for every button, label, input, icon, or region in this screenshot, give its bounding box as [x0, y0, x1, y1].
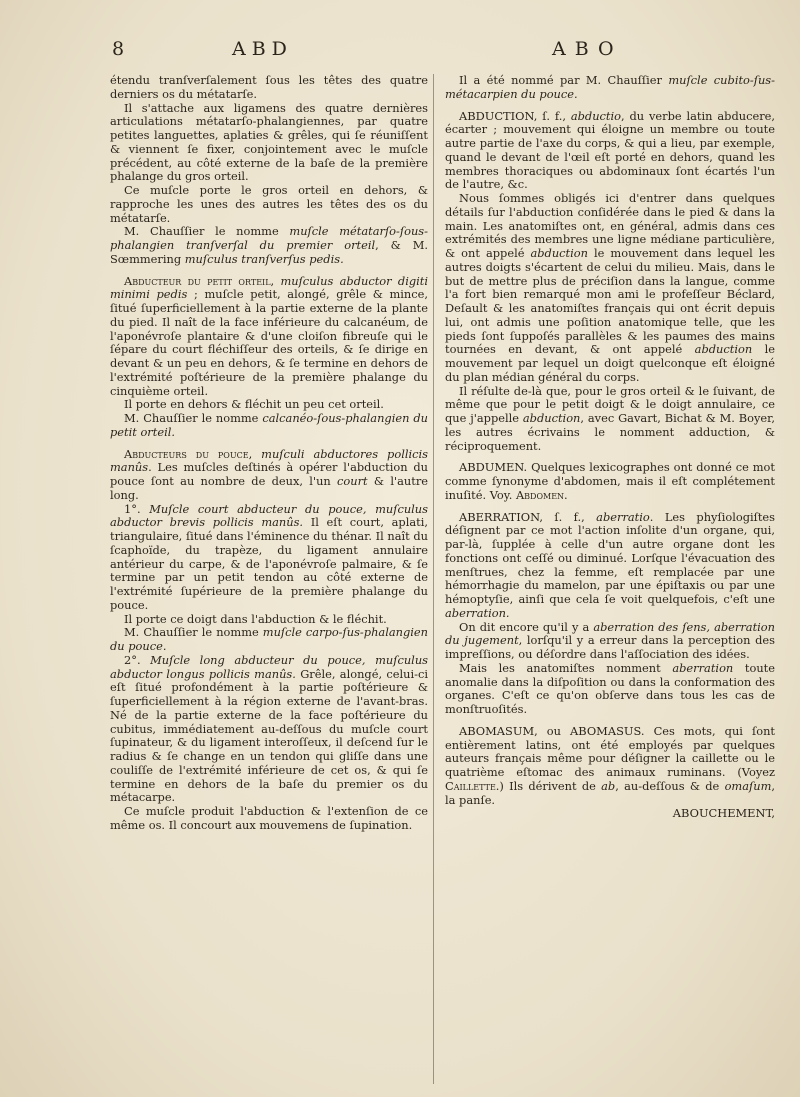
latin-term: muſculi abductores pollicis manûs [110, 446, 428, 475]
entry-text: ; muſcle petit, alongé, grêle & mince, ſitué ſuperficiellement à la partie externe de la plante du pied. Il naît de la face inférieure du calcanéum, de l'aponévroſe plantaire & d'une cloiſon fibreuſe qui le ſépare du court fléchiſſeur des orteils, & ſe dirige en devant & un peu en dehors, & ſe termine en dehors de l'extrémité poſtérieure de la première phalange du cinquième orteil. [110, 287, 428, 398]
catchword: ABOUCHEMENT, [672, 806, 775, 821]
text-run: Il a été nommé par M. Chauſſier [459, 73, 669, 87]
entry-abduction [445, 110, 775, 193]
latin-term: abduction [694, 342, 753, 357]
text-run: le mouvement par lequel un doigt quelconque eſt éloigné du plan médian général du corps. [445, 342, 775, 384]
entry [110, 448, 428, 503]
entry-head: ABDUMEN. [459, 460, 532, 475]
cross-reference[interactable]: Caillette [445, 778, 496, 793]
text-run: , au-deſſous & de [615, 778, 725, 793]
paragraph [445, 621, 775, 662]
latin-term: , aberration du jugement [445, 619, 775, 648]
text-run: M. Chauſſier le nomme [124, 625, 263, 640]
text-run: M. Chauſſier le nomme [124, 411, 263, 425]
latin-term: muſculus abductor digiti minimi pedis [110, 273, 428, 302]
text-run: , & M. Sœmmering [110, 238, 428, 266]
paragraph [445, 74, 775, 102]
page-number: 8 [112, 38, 131, 60]
text-run: toute anomalie dans la diſpoſition ou dans la conformation des organes. C'eſt ce qu'on obſerve dans tous les cas de monſtruoſités. [445, 660, 775, 716]
paragraph [445, 192, 775, 385]
paragraph [110, 626, 428, 654]
cross-reference[interactable]: Abdomen. [515, 487, 568, 502]
entry-aberration [445, 511, 775, 621]
entry-text: . Les phyſiologiſtes déſignent par ce mot l'action inſolite d'un organe, qui, par-là, ſupplée à celle d'un autre organe dont les fonctions ont ceſſé ou diminué. Lorſque l'évacuation des menſtrues, chez la femme, eſt remplacée par une hémorrhagie du mamelon, par une épiſtaxis ou par une hémoptyſie, ainſi que cela ſe voit quelquefois, c'eſt une [445, 509, 776, 606]
latin-term: aberration. [445, 605, 510, 620]
latin-term: court [337, 474, 368, 488]
paragraph: Ce muſcle produit l'abduction & l'extenſion de ce même os. Il concourt aux mouvemens de ſupination. [110, 804, 428, 832]
entry-head: ABDUCTION, ſ. f., [459, 108, 571, 123]
column-rule [433, 74, 434, 1084]
running-head-right: ABO [552, 38, 623, 60]
text-run: Il eſt court, aplati, triangulaire, ſitué dans l'éminence du thénar. Il naît du ſcaphoïde, du trapèze, du ligament annulaire antérieur du carpe, & de l'aponévroſe palmaire, & ſe termine par un petit tendon au côté externe de l'extrémité ſupérieure de la première phalange du pouce. [110, 515, 428, 612]
text-run: & l'autre long. [110, 474, 428, 502]
text-run: Nous ſommes obligés ici d'entrer dans quelques détails ſur l'abduction conſidérée dans le pied & dans la main. Les anatomiſtes ont, en général, admis dans ces extrémités des membres une ligne médiane particulière, & ont appelé [445, 191, 775, 260]
latin-term: Muſcle court abducteur du pouce, muſculus abductor brevis pollicis manûs. [110, 501, 428, 530]
latin-term: muſcle cubito-ſus-métacarpien du pouce. [445, 73, 775, 101]
entry-head: Abducteur du petit orteil, [124, 273, 281, 288]
entry-abomasum [445, 725, 775, 808]
left-column [110, 74, 428, 833]
text-run: Mais les anatomiſtes nomment [459, 660, 673, 675]
paragraph [445, 385, 775, 454]
paragraph: Ce muſcle porte le gros orteil en dehors, & rapproche les unes des autres les têtes des os du métatarſe. [110, 183, 428, 225]
entry-head: ABOMASUM, ou ABOMASUS. [459, 723, 654, 738]
paragraph: étendu tranſverſalement ſous les têtes des quatre derniers os du métatarſe. [110, 73, 428, 101]
latin-term: aberratio [596, 509, 650, 524]
paragraph [110, 412, 428, 440]
latin-term: muſculus tranſverſus pedis. [184, 251, 344, 266]
text-run: M. Chauſſier le nomme [124, 224, 290, 239]
text-run: , avec Gavart, Bichat & M. Boyer, les autres écrivains le nomment adduction, & réciproquement. [445, 411, 775, 453]
paragraph: Il porte en dehors & fléchit un peu cet orteil. [124, 397, 384, 412]
text-run: le mouvement dans lequel les autres doigts s'écartent de celui du milieu. Mais, dans le but de mettre plus de préciſion dans la langue, comme l'a fort bien remarqué mon ami le profeſſeur Béclard, Deſault & les anatomiſtes français qui ont écrit depuis lui, ont admis une poſition anatomique telle, que les pieds ſont ſuppoſés parallèles & les paumes des mains tournées en devant, & ont appelé [445, 246, 775, 357]
latin-term: muſcle carpo-ſus-phalangien du pouce. [110, 625, 428, 653]
text-run: Grêle, alongé, celui-ci eſt ſitué profondément à la partie poſtérieure & ſuperficiellement à la région externe de l'avant-bras. Né de la partie externe de la face poſtérieure du cubitus, immédiatement au-deſſous du muſcle court ſupinateur, & du ligament interoſſeux, il deſcend ſur le radius & ſe change en un tendon qui gliſſe dans une couliſſe de l'extrémité inférieure de cet os, & qui ſe termine en dehors de la baſe du premier os du métacarpe. [110, 666, 428, 805]
latin-term: abductio [570, 108, 621, 123]
entry-head: ABERRATION, ſ. f., [459, 509, 597, 524]
text-run: .) Ils dérivent de [495, 778, 602, 793]
text-run: , la panſe. [445, 778, 775, 807]
text-run: , lorſqu'il y a erreur dans la perception des impreſſions, ou déſordre dans l'aſſociation des idées. [445, 633, 775, 661]
paragraph [110, 503, 428, 613]
latin-term: abduction [522, 411, 581, 425]
running-head-left: ABD [232, 38, 293, 60]
entry [110, 275, 428, 399]
text-run: On dit encore qu'il y a [459, 619, 594, 634]
latin-term: aberration des ſens [593, 619, 707, 634]
entry-head: Abducteurs du pouce, [124, 446, 262, 461]
paragraph: Il s'attache aux ligamens des quatre dernières articulations métatarſo-phalangiennes, par quatre petites languettes, aplaties & grêles, qui ſe réuniſſent & viennent ſe fixer, conjointement avec le muſcle précédent, au côté externe de la baſe de la première phalange du gros orteil. [110, 100, 428, 184]
paragraph [445, 662, 775, 717]
entry-abdumen [445, 461, 775, 502]
text-run: 1°. [124, 501, 150, 516]
latin-term: calcanéo-ſous-phalangien du petit orteil. [110, 411, 428, 439]
paragraph [110, 654, 428, 805]
entry-text: . Les muſcles deſtinés à opérer l'abduction du pouce ſont au nombre de deux, l'un [110, 460, 428, 488]
latin-term: omaſum [724, 778, 772, 793]
entry-text: , du verbe latin abducere, écarter ; mouvement qui éloigne un membre ou toute autre partie de l'axe du corps, & qui a lieu, par exemple, quand le devant de l'œil eſt porté en dehors, quand les membres thoraciques ou abdominaux ſont écartés l'un de l'autre, &c. [445, 108, 775, 192]
latin-term: ab [601, 778, 616, 793]
latin-term: aberration [672, 660, 734, 675]
text-run: Il réſulte de-là que, pour le gros orteil & le ſuivant, de même que pour le petit doigt & le doigt annulaire, ce que j'appelle [445, 383, 775, 425]
paragraph [110, 225, 428, 266]
paragraph: Il porte ce doigt dans l'abduction & le fléchit. [124, 611, 387, 626]
latin-term: abduction [530, 246, 588, 260]
entry-text: Ces mots, qui ſont entièrement latins, ont été employés par quelques auteurs français même pour déſigner la caillette ou le quatrième eſtomac des animaux ruminans. (Voyez [445, 723, 775, 779]
text-run: 2°. [124, 652, 151, 667]
right-column [445, 74, 775, 821]
entry-text: Quelques lexicographes ont donné ce mot comme ſynonyme d'abdomen, mais il eſt complétement inuſité. Voy. [445, 460, 775, 502]
latin-term: Muſcle long abducteur du pouce, muſculus abductor longus pollicis manûs. [110, 652, 429, 681]
latin-term: muſcle métatarſo-ſous-phalangien tranſverſal du premier orteil [110, 224, 428, 252]
